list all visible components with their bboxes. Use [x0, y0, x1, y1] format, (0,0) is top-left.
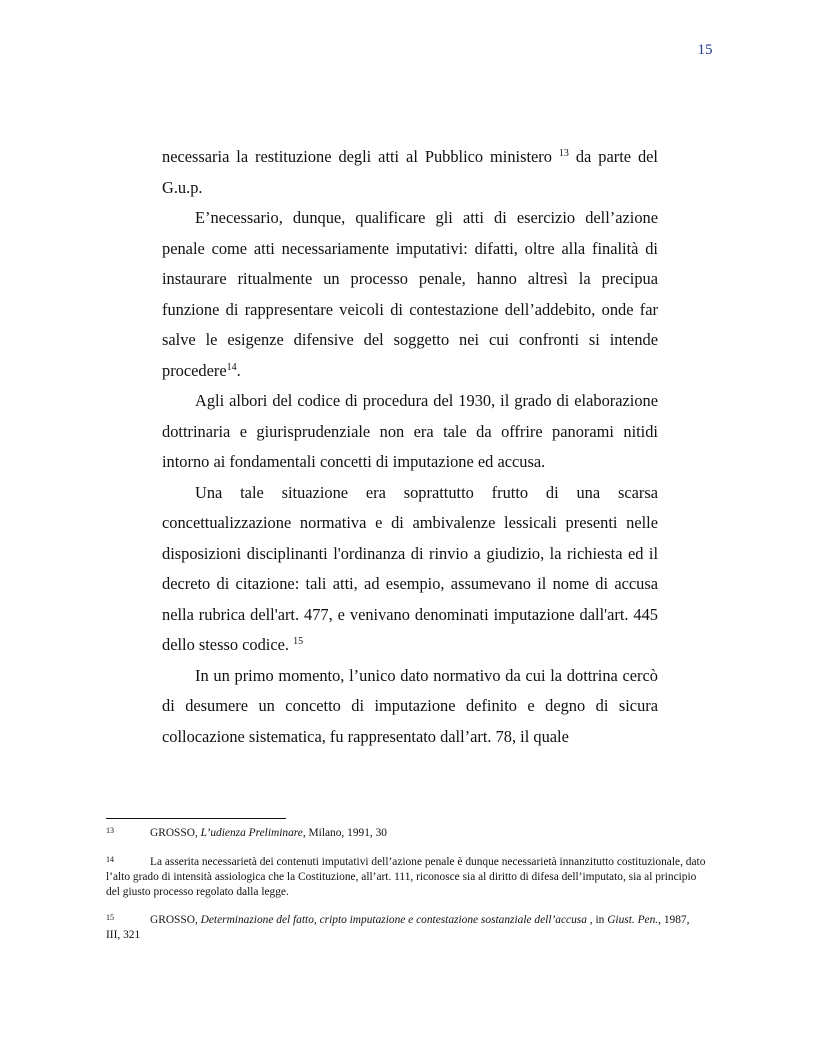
paragraph-2: E’necessario, dunque, qualificare gli atti di esercizio dell’azione penale come atti necessariamente imputativi: difatti, oltre alla finalità di instaurare ritualmente un processo penale, hanno altresì la precipua funzione di rappresentare veicoli di contestazione dell’addebito, onde far salve le esigenze difensive del soggetto nei cui confronti si intende procedere$^{14}$. [162, 208, 658, 380]
body-text [162, 142, 658, 752]
footnote-text: GROSSO, Determinazione del fatto, cripto imputazione e contestazione sostanziale dell’accusa , in Giust. Pen., 1987, III, 321 [106, 914, 690, 941]
footnote-ref-14[interactable]: 14 [226, 361, 237, 373]
footnotes [106, 823, 706, 943]
footnote-13 [106, 826, 706, 841]
footnote-number: 15 [106, 913, 114, 922]
paragraph-5: In un primo momento, l’unico dato normativo da cui la dottrina cercò di desumere un concetto di imputazione definito e degno di sicura collocazione sistematica, fu rappresentato dall’art. 78, il quale [162, 665, 658, 746]
footnote-number: 13 [106, 826, 114, 835]
footnote-ref-15[interactable]: 15 [293, 636, 304, 647]
footnote-14 [106, 855, 706, 900]
footnote-ref-13[interactable]: 13 [558, 148, 569, 159]
footnote-text: La asserita necessarietà dei contenuti imputativi dell’azione penale è dunque necessarietà innanzitutto costituzionale, dato l’alto grado di intensità assiologica che la Costituzione, all’art. 111, riconosce sia al diritto di difesa dell’imputato, sia al principio del giusto processo regolato dalla legge. [106, 856, 706, 898]
footnote-15 [106, 913, 706, 943]
footnote-title: L’udienza Preliminare [200, 827, 303, 839]
footnote-divider [106, 818, 286, 819]
paragraph-4: Una tale situazione era soprattutto frutto di una scarsa concettualizzazione normativa e di ambivalenze lessicali presenti nelle disposizioni disciplinanti l'ordinanza di rinvio a giudizio, la richiesta ed il decreto di citazione: tali atti, ad esempio, assumevano il nome di accusa nella rubrica dell'art. 477, e venivano denominati imputazione dall'art. 445 dello stesso codice. $^{15}$ [162, 482, 658, 654]
footnote-text: GROSSO, L’udienza Preliminare, Milano, 1991, 30 [150, 827, 387, 839]
page-number: 15 [697, 42, 713, 58]
footnote-title: Determinazione del fatto, cripto imputazione e contestazione sostanziale dell’accusa [200, 914, 587, 926]
paragraph-1: necessaria la restituzione degli atti al Pubblico ministero $^{13}$ da parte del G.u.p. [162, 147, 658, 197]
footnote-journal: Giust. Pen. [607, 914, 659, 926]
footnote-number: 14 [106, 855, 114, 864]
paragraph-3: Agli albori del codice di procedura del 1930, il grado di elaborazione dottrinaria e giurisprudenziale non era tale da offrire panorami nitidi intorno ai fondamentali concetti di imputazione ed accusa. [162, 391, 658, 471]
